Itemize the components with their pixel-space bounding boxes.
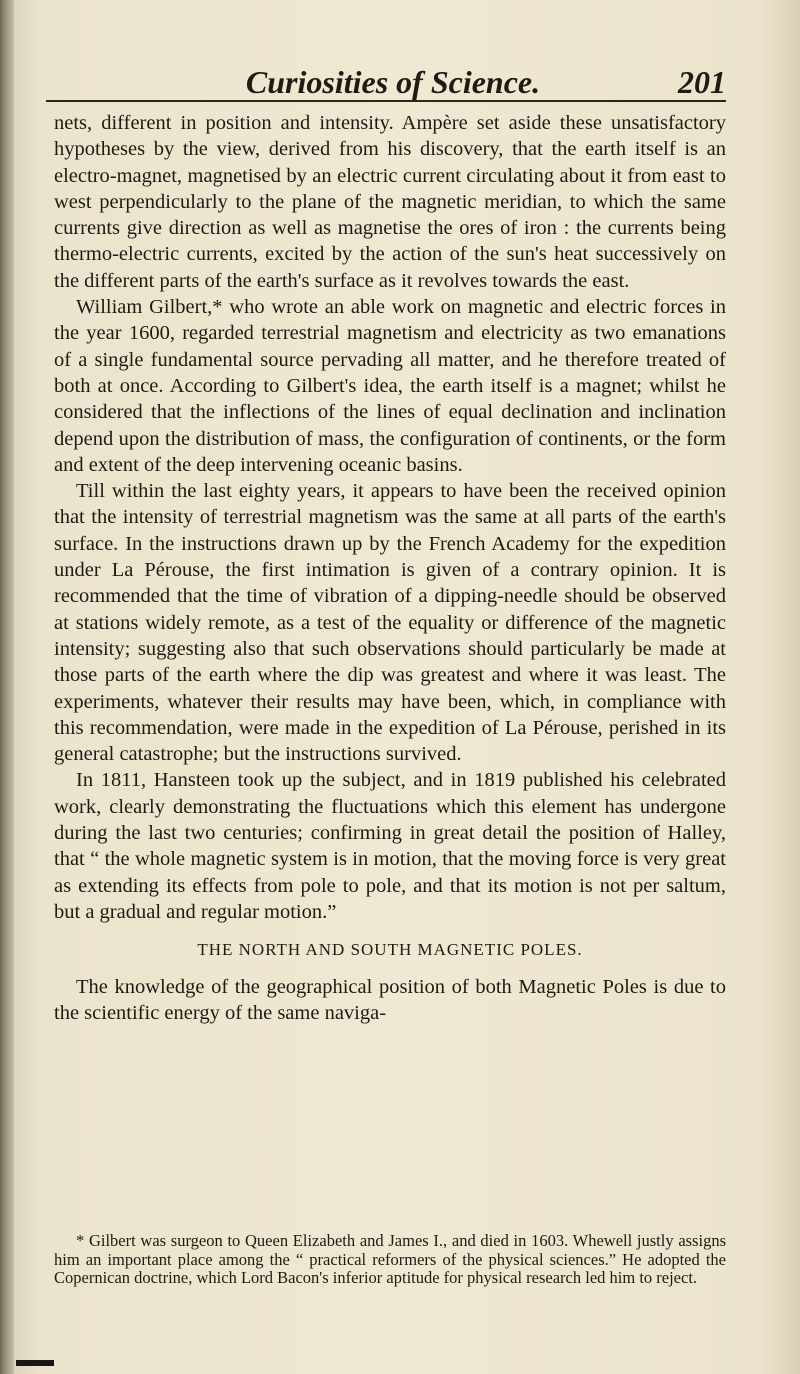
paragraph: nets, different in position and intensity. Ampère set aside these unsatisfactory hypotheses by the view, derived from his discovery, that the earth itself is an electro-magnet, magnetised by an electric current circulating about it from east to west perpendicularly to the plane of the magnetic meridian, to which the same currents give direction as well as magnetise the ores of iron : the currents being thermo-electric currents, excited by the action of the sun's heat successively on the different parts of the earth's surface as it revolves towards the east. [54,112,726,292]
paragraph: In 1811, Hansteen took up the subject, and in 1819 published his celebrated work, clearly demonstrating the fluctuations which this element has undergone during the last two centuries; confirming in great detail the position of Halley, that “ the whole magnetic system is in motion, that the moving force is very great as extending its effects from pole to pole, and that its motion is not per saltum, but a gradual and regular motion.” [54,769,726,923]
running-head-title: Curiosities of Science. [245,64,541,100]
paragraph: William Gilbert,* who wrote an able work on magnetic and electric forces in the year 1600, regarded terrestrial magnetism and electricity as two emanations of a single fundamental source pervading all matter, and he therefore treated of both at once. According to Gilbert's idea, the earth itself is a magnet; whilst he considered that the inflections of the lines of equal declination and inclination depend upon the distribution of mass, the configuration of continents, or the form and extent of the deep intervening oceanic basins. [54,296,726,476]
page-number: 201 [678,64,726,100]
paragraph: Till within the last eighty years, it appears to have been the received opinion that the intensity of terrestrial magnetism was the same at all parts of the earth's surface. In the instructions drawn up by the French Academy for the expedition under La Pérouse, the first intimation is given of a contrary opinion. It is recommended that the time of vibration of a dipping-needle should be observed at stations widely remote, as a test of the equality or difference of the magnetic intensity; suggesting also that such observations should particularly be made at those parts of the earth where the dip was greatest and where it was least. The experiments, whatever their results may have been, which, in compliance with this recommendation, were made in the expedition of La Pérouse, perished in its general catastrophe; but the instructions survived. [54,480,726,766]
body-text [54,110,726,1026]
page-gutter [0,0,14,1374]
section-heading: THE NORTH AND SOUTH MAGNETIC POLES. [197,940,583,960]
printer-mark [16,1360,54,1366]
footnote [54,1232,726,1288]
footnote-text: * Gilbert was surgeon to Queen Elizabeth and James I., and died in 1603. Whewell justly assigns him an important place among the “ practical reformers of the physical sciences.” He adopted the Copernican doctrine, which Lord Bacon's inferior aptitude for physical research led him to reject. [54,1231,726,1287]
header-rule [46,100,726,102]
paragraph: The knowledge of the geographical position of both Magnetic Poles is due to the scientific energy of the same naviga- [54,975,726,1024]
running-head [60,56,726,106]
